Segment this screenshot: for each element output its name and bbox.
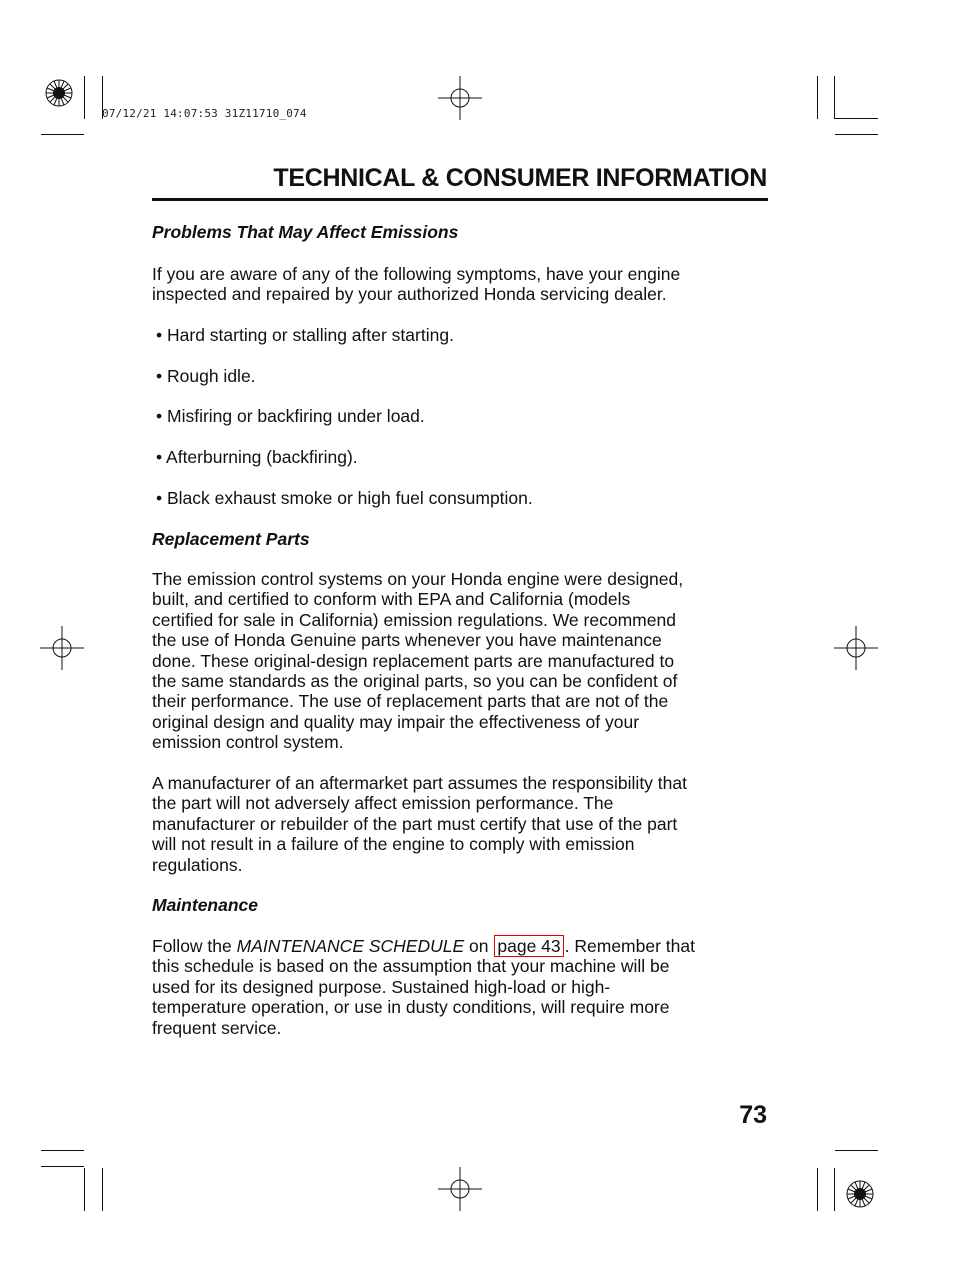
paragraph-line: original design and quality may impair the effectiveness of your: [152, 711, 640, 732]
list-item: • Hard starting or stalling after starting.: [156, 325, 454, 345]
text-run: Follow the: [152, 936, 237, 956]
maintenance-paragraph: [152, 936, 772, 1038]
registration-mark-top-left: [44, 78, 74, 108]
text-run: . Remember that: [564, 936, 695, 956]
paragraph-line: [152, 936, 772, 956]
paragraph-line: certified for sale in California) emission regulations. We recommend: [152, 609, 676, 630]
paragraph-line: regulations.: [152, 854, 243, 875]
section-heading-replacement: Replacement Parts: [152, 529, 310, 549]
list-item-text: Afterburning (backfiring).: [166, 447, 358, 467]
page-number: 73: [739, 1101, 767, 1129]
paragraph-line: the use of Honda Genuine parts whenever you have maintenance: [152, 630, 662, 651]
paragraph-line: their performance. The use of replacement parts that are not of the: [152, 691, 669, 712]
problems-intro-line: If you are aware of any of the following symptoms, have your engine: [152, 264, 681, 284]
section-heading-maintenance: Maintenance: [152, 895, 258, 915]
paragraph-line: this schedule is based on the assumption that your machine will be: [152, 956, 670, 977]
paragraph-line: will not result in a failure of the engine to comply with emission: [152, 834, 635, 855]
list-item: • Afterburning (backfiring).: [156, 447, 358, 467]
text-run: on: [464, 936, 494, 956]
paragraph-line: used for its designed purpose. Sustained high-load or high-: [152, 976, 611, 997]
crosshair-top: [438, 76, 482, 120]
list-item: • Rough idle.: [156, 366, 256, 386]
paragraph-line: The emission control systems on your Honda engine were designed,: [152, 569, 684, 589]
print-timestamp: 07/12/21 14:07:53 31Z11710_074: [102, 107, 307, 120]
paragraph-line: emission control system.: [152, 732, 344, 753]
paragraph-line: temperature operation, or use in dusty conditions, will require more: [152, 997, 670, 1018]
problems-intro: [152, 264, 772, 305]
list-item-text: Black exhaust smoke or high fuel consumption.: [167, 488, 533, 508]
registration-mark-bottom-right: [845, 1179, 875, 1209]
paragraph-line: the part will not adversely affect emission performance. The: [152, 793, 614, 814]
list-item-text: Hard starting or stalling after starting.: [167, 325, 454, 345]
page-43-link[interactable]: page 43: [494, 935, 563, 957]
paragraph-line: manufacturer or rebuilder of the part must certify that use of the part: [152, 813, 678, 834]
paragraph-line: built, and certified to conform with EPA and California (models: [152, 589, 631, 610]
paragraph-line: done. These original-design replacement parts are manufactured to: [152, 650, 675, 671]
maintenance-schedule-ref: MAINTENANCE SCHEDULE: [236, 936, 465, 956]
problems-intro-line: inspected and repaired by your authorized Honda servicing dealer.: [152, 284, 667, 305]
crosshair-left: [40, 626, 84, 670]
list-item: • Black exhaust smoke or high fuel consumption.: [156, 488, 533, 508]
paragraph-line: the same standards as the original parts, so you can be confident of: [152, 671, 678, 692]
page-title: TECHNICAL & CONSUMER INFORMATION: [273, 164, 767, 192]
replacement-paragraph-2: [152, 773, 772, 875]
paragraph-line: frequent service.: [152, 1017, 282, 1038]
replacement-paragraph-1: [152, 569, 772, 753]
crosshair-bottom: [438, 1167, 482, 1211]
list-item: • Misfiring or backfiring under load.: [156, 406, 425, 426]
title-divider: [152, 198, 768, 201]
paragraph-line: A manufacturer of an aftermarket part assumes the responsibility that: [152, 773, 687, 793]
list-item-text: Rough idle.: [167, 366, 256, 386]
crosshair-right: [834, 626, 878, 670]
section-heading-problems: Problems That May Affect Emissions: [152, 222, 459, 242]
list-item-text: Misfiring or backfiring under load.: [167, 406, 425, 426]
